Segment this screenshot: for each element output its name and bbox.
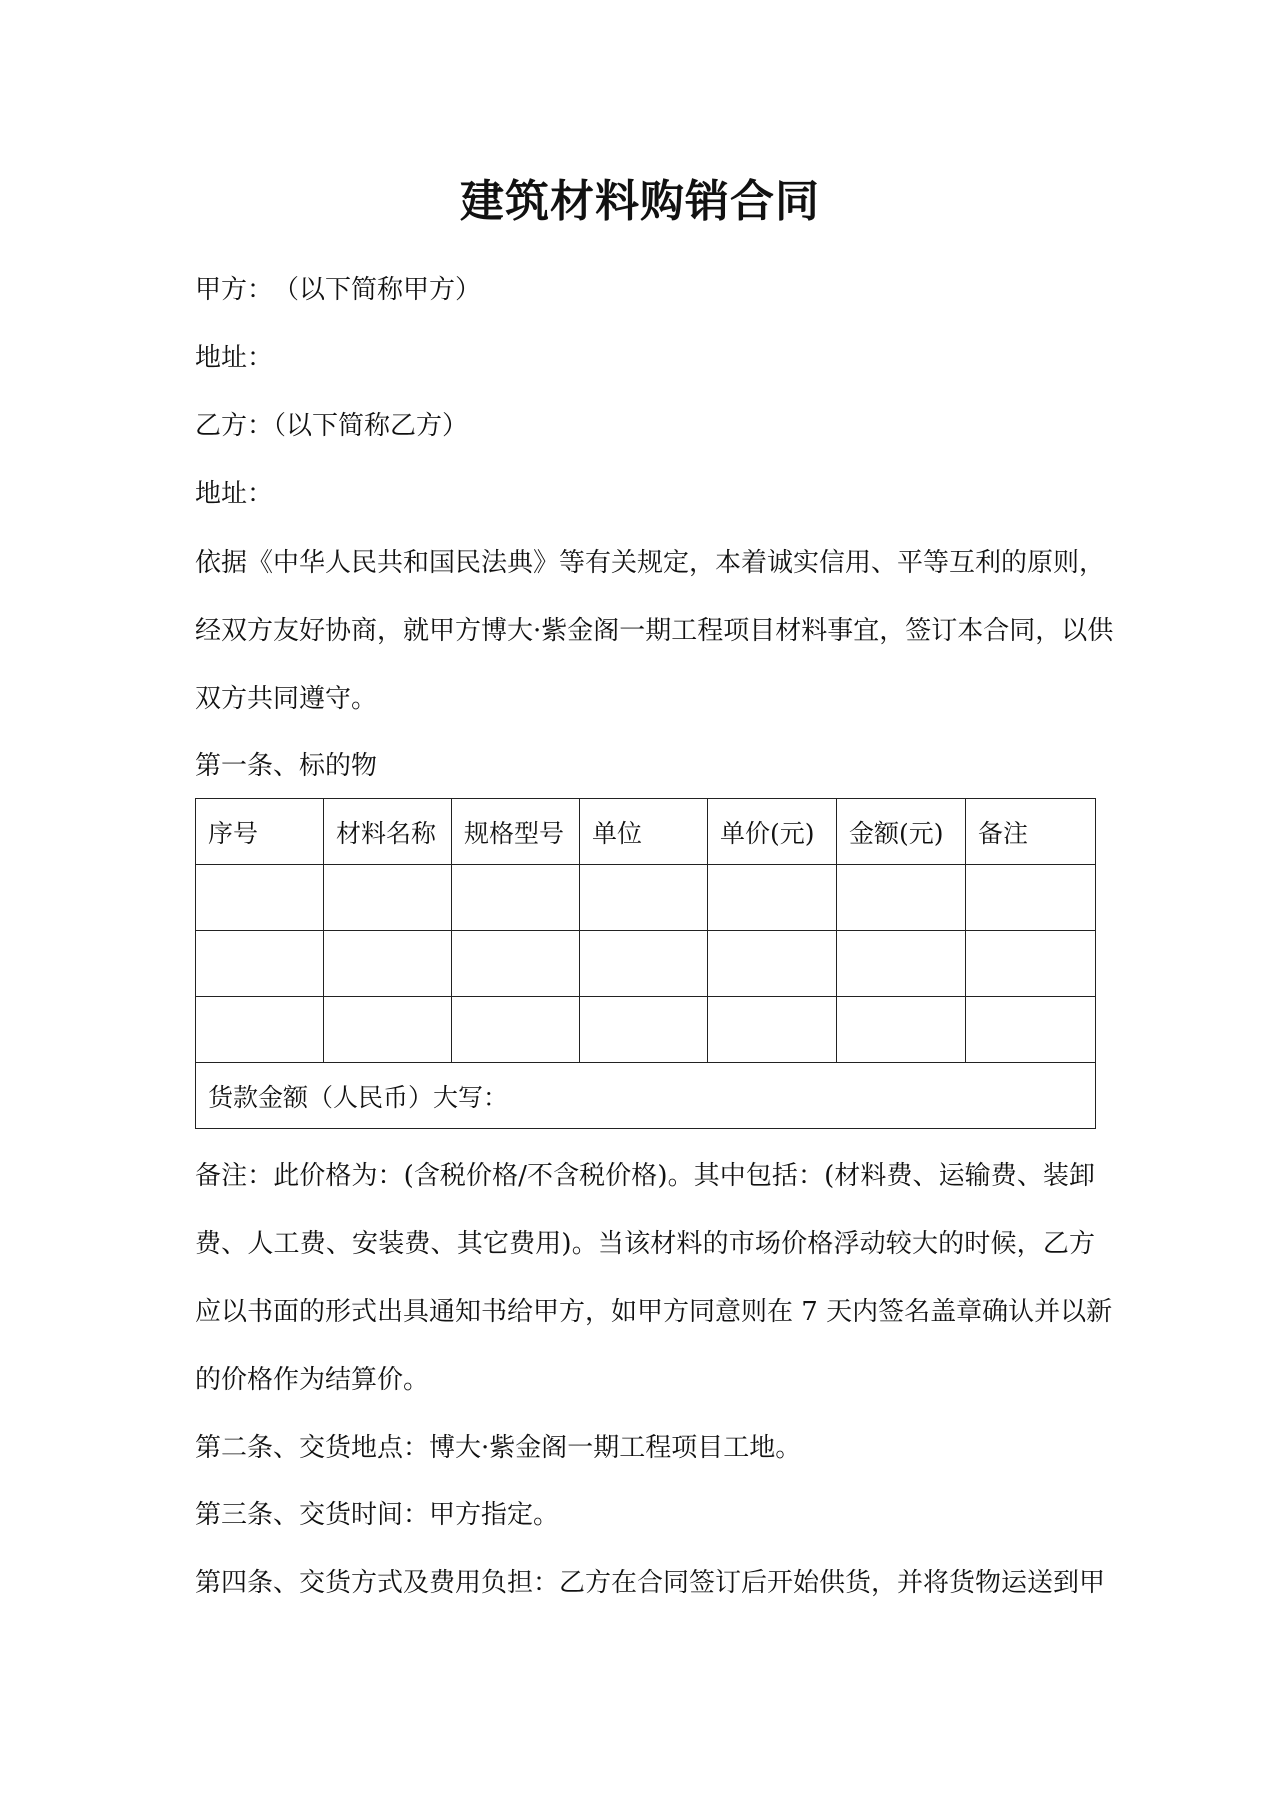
table-row	[196, 997, 1096, 1063]
table-cell	[580, 931, 708, 997]
article-1-heading: 第一条、标的物	[195, 751, 378, 781]
table-cell	[966, 997, 1096, 1063]
table-cell	[708, 931, 837, 997]
table-header-row	[196, 799, 1096, 865]
table-row	[196, 931, 1096, 997]
remark-line: 备注：此价格为：(含税价格/不含税价格)。其中包括：(材料费、运输费、装卸	[195, 1161, 1095, 1191]
table-cell	[708, 865, 837, 931]
table-cell	[324, 931, 452, 997]
remark-line: 的价格作为结算价。	[195, 1365, 430, 1395]
table-cell	[452, 865, 580, 931]
table-cell	[196, 931, 324, 997]
preamble-line: 依据《中华人民共和国民法典》等有关规定，本着诚实信用、平等互利的原则，	[195, 548, 1106, 578]
header-cell-unit: 单位	[580, 799, 708, 865]
remark-line: 费、人工费、安装费、其它费用)。当该材料的市场价格浮动较大的时候，乙方	[195, 1229, 1095, 1259]
remark-line: 应以书面的形式出具通知书给甲方，如甲方同意则在 7 天内签名盖章确认并以新	[195, 1297, 1113, 1327]
table-cell	[580, 865, 708, 931]
party-b-line: 乙方：（以下简称乙方）	[195, 411, 469, 441]
table-cell	[837, 931, 966, 997]
document-title: 建筑材料购销合同	[460, 176, 820, 227]
table-cell	[196, 997, 324, 1063]
table-cell	[196, 865, 324, 931]
table-cell	[324, 997, 452, 1063]
preamble-line: 经双方友好协商，就甲方博大·紫金阁一期工程项目材料事宜，签订本合同，以供	[195, 616, 1114, 646]
header-cell-material-name: 材料名称	[324, 799, 452, 865]
total-amount-cell: 货款金额（人民币）大写：	[196, 1063, 1096, 1129]
article-3: 第三条、交货时间：甲方指定。	[195, 1500, 560, 1530]
table-cell	[452, 931, 580, 997]
table-cell	[837, 865, 966, 931]
article-4: 第四条、交货方式及费用负担：乙方在合同签订后开始供货，并将货物运送到甲	[195, 1568, 1106, 1598]
table-cell	[966, 865, 1096, 931]
table-cell	[966, 931, 1096, 997]
materials-table	[195, 798, 1096, 1129]
party-a-address: 地址：	[195, 343, 274, 373]
party-a-line: 甲方： （以下简称甲方）	[195, 275, 482, 305]
party-b-address: 地址：	[195, 479, 274, 509]
table-cell	[324, 865, 452, 931]
header-cell-amount: 金额(元)	[837, 799, 966, 865]
article-2: 第二条、交货地点：博大·紫金阁一期工程项目工地。	[195, 1433, 802, 1463]
table-row	[196, 865, 1096, 931]
header-cell-spec: 规格型号	[452, 799, 580, 865]
header-cell-unit-price: 单价(元)	[708, 799, 837, 865]
table-total-row	[196, 1063, 1096, 1129]
table-cell	[580, 997, 708, 1063]
table-cell	[452, 997, 580, 1063]
table-cell	[708, 997, 837, 1063]
header-cell-index: 序号	[196, 799, 324, 865]
preamble-line: 双方共同遵守。	[195, 684, 378, 714]
table-cell	[837, 997, 966, 1063]
header-cell-remark: 备注	[966, 799, 1096, 865]
